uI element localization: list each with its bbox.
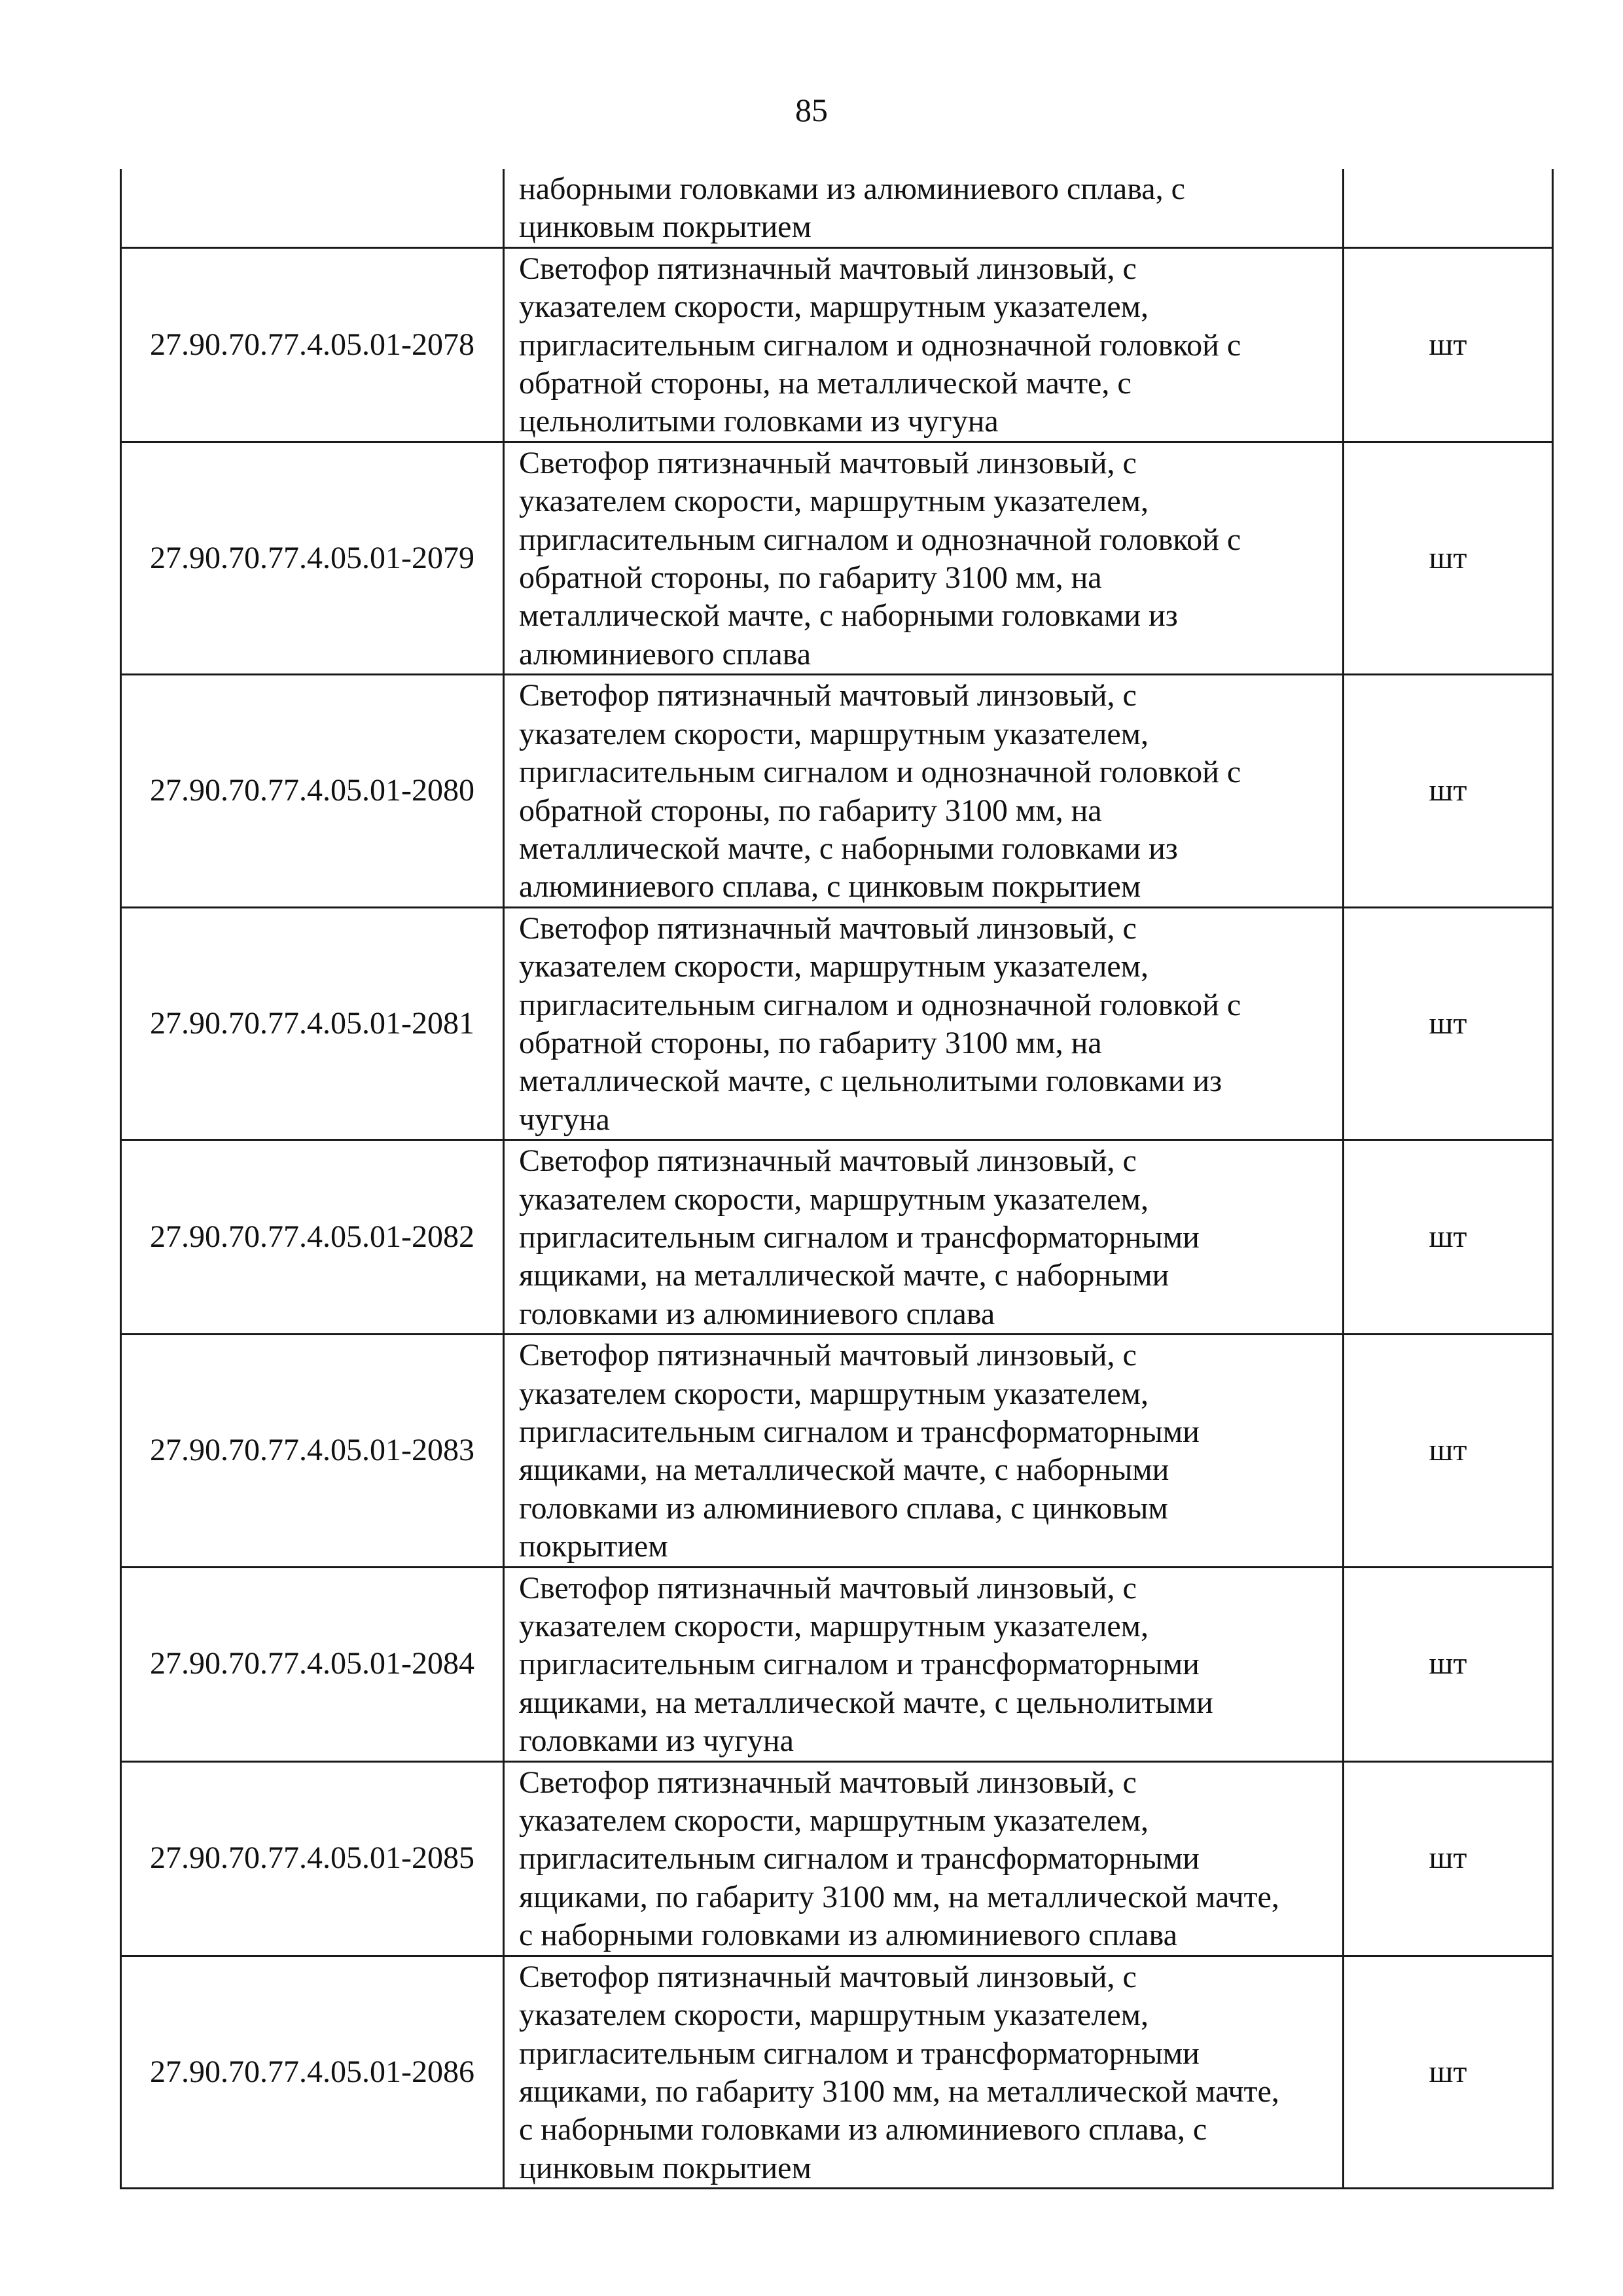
unit-of-measure: шт xyxy=(1344,247,1553,442)
resource-code: 27.90.70.77.4.05.01-2082 xyxy=(121,1140,504,1335)
unit-of-measure: шт xyxy=(1344,1761,1553,1956)
table-row xyxy=(121,169,1553,247)
table-row xyxy=(121,1761,1553,1956)
table-row xyxy=(121,1567,1553,1761)
resource-code: 27.90.70.77.4.05.01-2080 xyxy=(121,675,504,907)
table-row xyxy=(121,1335,1553,1567)
unit-of-measure xyxy=(1344,169,1553,247)
resource-description: Светофор пятизначный мачтовый линзовый, с указателем скорости, маршрутным указателем, пригласительным сигналом и однозначной головкой с обратной стороны, по габариту 3100 мм, на металлической мачте, с цельнолитыми головками из чугуна xyxy=(504,907,1344,1139)
unit-of-measure: шт xyxy=(1344,1140,1553,1335)
resource-description: Светофор пятизначный мачтовый линзовый, с указателем скорости, маршрутным указателем, пригласительным сигналом и трансформаторными ящиками, на металлической мачте, с цельнолитыми головками из чугуна xyxy=(504,1567,1344,1761)
resource-code: 27.90.70.77.4.05.01-2085 xyxy=(121,1761,504,1956)
resource-description: Светофор пятизначный мачтовый линзовый, с указателем скорости, маршрутным указателем, пригласительным сигналом и трансформаторными ящиками, по габариту 3100 мм, на металлической мачте, с наборными головками из алюминиевого сплава, с цинковым покрытием xyxy=(504,1956,1344,2188)
unit-of-measure: шт xyxy=(1344,442,1553,674)
resource-code: 27.90.70.77.4.05.01-2086 xyxy=(121,1956,504,2188)
page-number: 85 xyxy=(795,92,828,128)
resource-description: Светофор пятизначный мачтовый линзовый, с указателем скорости, маршрутным указателем, пригласительным сигналом и однозначной головкой с обратной стороны, по габариту 3100 мм, на металлической мачте, с наборными головками из алюминиевого сплава xyxy=(504,442,1344,674)
resource-code: 27.90.70.77.4.05.01-2081 xyxy=(121,907,504,1139)
table-row xyxy=(121,247,1553,442)
unit-of-measure: шт xyxy=(1344,1567,1553,1761)
table-row xyxy=(121,907,1553,1139)
resource-code xyxy=(121,169,504,247)
table-row xyxy=(121,1140,1553,1335)
unit-of-measure: шт xyxy=(1344,1335,1553,1567)
resource-description: Светофор пятизначный мачтовый линзовый, с указателем скорости, маршрутным указателем, пригласительным сигналом и трансформаторными ящиками, на металлической мачте, с наборными головками из алюминиевого сплава, с цинковым покрытием xyxy=(504,1335,1344,1567)
resource-code: 27.90.70.77.4.05.01-2079 xyxy=(121,442,504,674)
unit-of-measure: шт xyxy=(1344,907,1553,1139)
resource-description: Светофор пятизначный мачтовый линзовый, с указателем скорости, маршрутным указателем, пригласительным сигналом и трансформаторными ящиками, по габариту 3100 мм, на металлической мачте, с наборными головками из алюминиевого сплава xyxy=(504,1761,1344,1956)
table-row xyxy=(121,1956,1553,2188)
unit-of-measure: шт xyxy=(1344,675,1553,907)
resource-description: Светофор пятизначный мачтовый линзовый, с указателем скорости, маршрутным указателем, пригласительным сигналом и однозначной головкой с обратной стороны, по габариту 3100 мм, на металлической мачте, с наборными головками из алюминиевого сплава, с цинковым покрытием xyxy=(504,675,1344,907)
resource-code: 27.90.70.77.4.05.01-2083 xyxy=(121,1335,504,1567)
resource-code: 27.90.70.77.4.05.01-2084 xyxy=(121,1567,504,1761)
resource-code: 27.90.70.77.4.05.01-2078 xyxy=(121,247,504,442)
resource-description: Светофор пятизначный мачтовый линзовый, с указателем скорости, маршрутным указателем, пригласительным сигналом и трансформаторными ящиками, на металлической мачте, с наборными головками из алюминиевого сплава xyxy=(504,1140,1344,1335)
table-row xyxy=(121,675,1553,907)
resource-description: наборными головками из алюминиевого сплава, с цинковым покрытием xyxy=(504,169,1344,247)
resource-table xyxy=(120,169,1554,2189)
resource-description: Светофор пятизначный мачтовый линзовый, с указателем скорости, маршрутным указателем, пригласительным сигналом и однозначной головкой с обратной стороны, на металлической мачте, с цельнолитыми головками из чугуна xyxy=(504,247,1344,442)
table-row xyxy=(121,442,1553,674)
unit-of-measure: шт xyxy=(1344,1956,1553,2188)
